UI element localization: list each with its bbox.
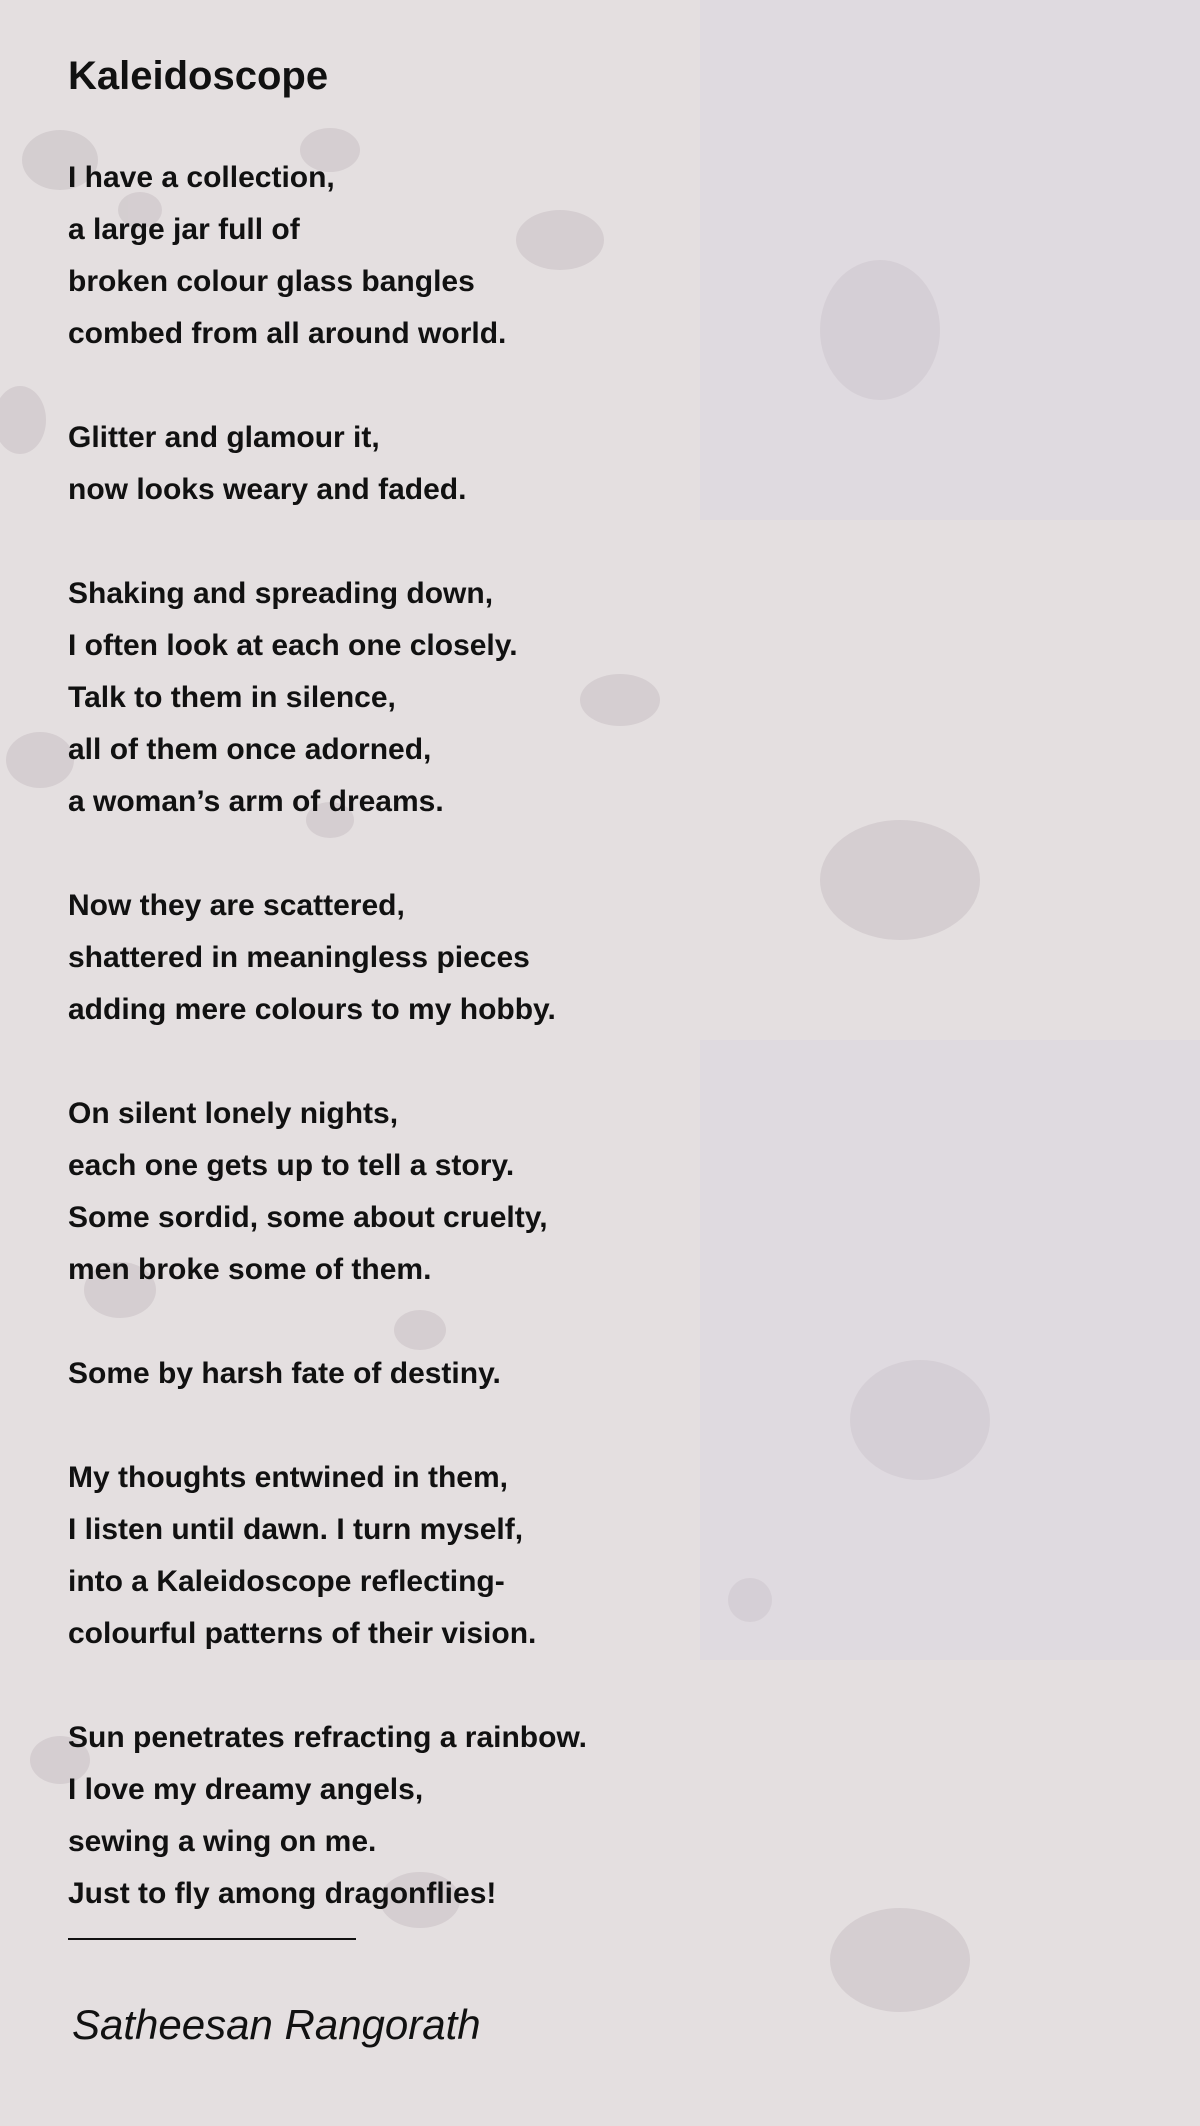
poem-line: Talk to them in silence, — [68, 681, 396, 714]
poem-line: all of them once adorned, — [68, 733, 432, 766]
poem-line: colourful patterns of their vision. — [68, 1617, 537, 1650]
poem-line: My thoughts entwined in them, — [68, 1461, 508, 1494]
poem-stanza — [68, 152, 1128, 360]
poem-line: each one gets up to tell a story. — [68, 1149, 515, 1182]
poem-stanza — [68, 1452, 1128, 1660]
poem-line: I love my dreamy angels, — [68, 1773, 424, 1806]
poem-line: I listen until dawn. I turn myself, — [68, 1513, 524, 1546]
poem-line: combed from all around world. — [68, 317, 507, 350]
poem-stanza — [68, 1348, 1128, 1400]
poem-body — [68, 152, 1128, 1920]
poem-title: Kaleidoscope — [68, 54, 329, 98]
poem-stanza — [68, 412, 1128, 516]
poem-line: Shaking and spreading down, — [68, 577, 494, 610]
poem-line: a woman’s arm of dreams. — [68, 785, 444, 818]
poem-stanza — [68, 1712, 1128, 1920]
poem-line: On silent lonely nights, — [68, 1097, 399, 1130]
poem-stanza — [68, 568, 1128, 828]
poem-line: Some by harsh fate of destiny. — [68, 1357, 501, 1390]
poem-stanza — [68, 1088, 1128, 1296]
poem-line: men broke some of them. — [68, 1253, 432, 1286]
poem-line: now looks weary and faded. — [68, 473, 467, 506]
poem-page — [68, 52, 1128, 2050]
poem-line: adding mere colours to my hobby. — [68, 993, 556, 1026]
poem-line: Just to fly among dragonflies! — [68, 1877, 497, 1910]
poem-line: I often look at each one closely. — [68, 629, 518, 662]
author-divider — [68, 1938, 356, 1940]
poem-line: into a Kaleidoscope reflecting- — [68, 1565, 505, 1598]
poem-line: sewing a wing on me. — [68, 1825, 377, 1858]
poem-line: shattered in meaningless pieces — [68, 941, 530, 974]
author-name: Satheesan Rangorath — [72, 2001, 481, 2048]
poem-stanza — [68, 880, 1128, 1036]
poem-line: a large jar full of — [68, 213, 300, 246]
poem-line: Sun penetrates refracting a rainbow. — [68, 1721, 588, 1754]
poem-line: Now they are scattered, — [68, 889, 405, 922]
poem-line: Glitter and glamour it, — [68, 421, 380, 454]
poem-line: broken colour glass bangles — [68, 265, 475, 298]
poem-line: Some sordid, some about cruelty, — [68, 1201, 548, 1234]
poem-line: I have a collection, — [68, 161, 335, 194]
